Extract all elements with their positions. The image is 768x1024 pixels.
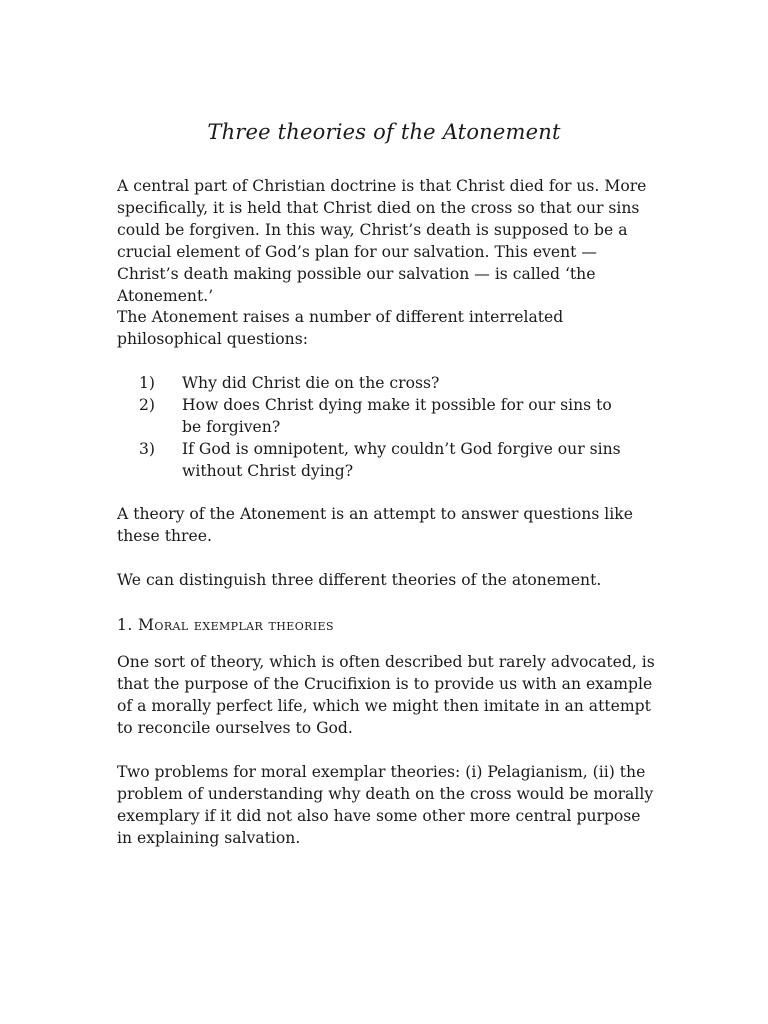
distinguish-paragraph: We can distinguish three different theories of the atonement. [117,571,602,589]
list-item [117,394,657,438]
question-text: How does Christ dying make it possible for our sins to be forgiven? [182,396,612,436]
question-number: 2) [139,396,156,414]
list-item [117,372,657,394]
theory-definition-paragraph: A theory of the Atonement is an attempt to answer questions like these three. [117,505,633,545]
question-text: If God is omnipotent, why couldn’t God forgive our sins without Christ dying? [182,440,621,480]
moral-exemplar-problems-paragraph: Two problems for moral exemplar theories: (i) Pelagianism, (ii) the problem of understanding why death on the cross would be morally exemplary if it did not also have some other more central purpose in explaining salvation. [117,763,654,847]
section-heading: 1. Moral exemplar theories [117,616,334,634]
question-number: 3) [139,440,156,458]
questions-list [117,372,657,482]
question-number: 1) [139,374,156,392]
questions-intro-paragraph: The Atonement raises a number of different interrelated philosophical questions: [117,308,564,348]
moral-exemplar-paragraph: One sort of theory, which is often described but rarely advocated, is that the purpose of the Crucifixion is to provide us with an example of a morally perfect life, which we might then imitate in an attempt to reconcile ourselves to God. [117,653,655,737]
list-item [117,438,657,482]
question-text: Why did Christ die on the cross? [182,374,440,392]
intro-paragraph: A central part of Christian doctrine is that Christ died for us. More specifically, it is held that Christ died on the cross so that our sins could be forgiven. In this way, Christ’s death is supposed to be a crucial element of God’s plan for our salvation. This event — Christ’s death making possible our salvation — is called ‘the Atonement.’ [117,177,647,305]
document-title: Three theories of the Atonement [207,120,561,144]
